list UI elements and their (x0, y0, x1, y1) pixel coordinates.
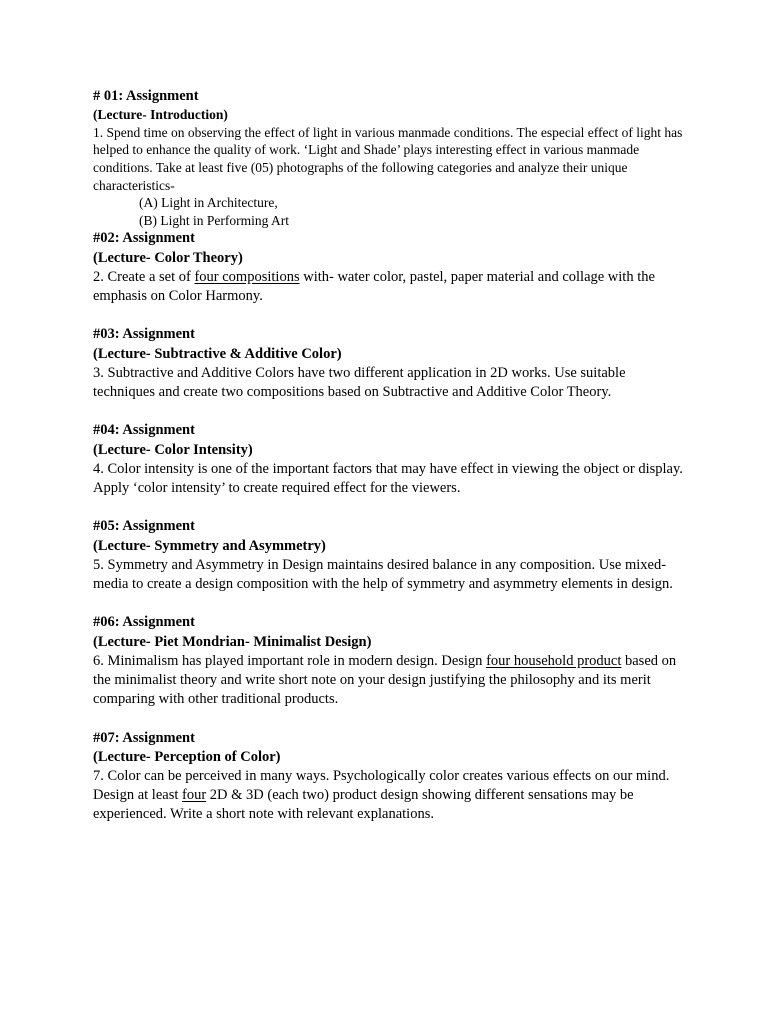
assignment-heading: #07: Assignment (93, 729, 195, 746)
assignment-text (93, 652, 683, 710)
lecture-title: (Lecture- Symmetry and Asymmetry) (93, 537, 326, 554)
text-segment: based on the minimalist theory and write short note on your design justifying the philosophy and its merit comparing with other traditional products. (93, 652, 677, 708)
assignment-text: 5. Symmetry and Asymmetry in Design maintains desired balance in any composition. Use mixed-media to create a design composition with the help of symmetry and asymmetry elements in design. (93, 556, 673, 592)
assignment-text: 4. Color intensity is one of the important factors that may have effect in viewing the object or display. Apply ‘color intensity’ to create required effect for the viewers. (93, 460, 683, 496)
list-item: (B) Light in Performing Art (139, 212, 289, 228)
assignment-heading: #03: Assignment (93, 326, 195, 343)
text-segment: 6. Minimalism has played important role in modern design. Design (93, 652, 487, 669)
underlined-text: four compositions (194, 268, 300, 285)
assignment-text (93, 767, 683, 825)
assignment-heading: # 01: Assignment (93, 88, 199, 104)
assignment-text: 1. Spend time on observing the effect of light in various manmade conditions. The especial effect of light has helped to enhance the quality of work. ‘Light and Shade’ plays interesting effect in various manmade conditions. Take at least five (05) photographs of the following categories and analyze their unique characteristics- (93, 124, 683, 193)
assignment-heading: #06: Assignment (93, 614, 195, 631)
lecture-title: (Lecture- Color Intensity) (93, 441, 253, 458)
text-segment: 7. Color can be perceived in many ways. Psychologically color creates various effects on our mind. Design at least (93, 767, 670, 804)
assignment-heading: #05: Assignment (93, 518, 195, 535)
text-segment: with- water color, pastel, paper material and collage with the emphasis on Color Harmony. (93, 268, 655, 304)
assignment-heading: #04: Assignment (93, 422, 195, 439)
assignment-text (93, 268, 683, 306)
assignment-heading: #02: Assignment (93, 230, 195, 247)
underlined-text: four household product (486, 652, 622, 669)
lecture-title: (Lecture- Color Theory) (93, 249, 243, 266)
lecture-title: (Lecture- Piet Mondrian- Minimalist Design) (93, 633, 372, 650)
text-segment: 2. Create a set of (93, 268, 195, 285)
lecture-title: (Lecture- Introduction) (93, 107, 228, 123)
assignment-list (93, 87, 683, 825)
text-segment: 2D & 3D (each two) product design showing different sensations may be experienced. Write a short note with relevant explanations. (93, 787, 634, 823)
lecture-title: (Lecture- Subtractive & Additive Color) (93, 345, 342, 362)
underlined-text: four (182, 787, 207, 804)
assignment-text: 3. Subtractive and Additive Colors have two different application in 2D works. Use suitable techniques and create two compositions based on Subtractive and Additive Color Theory. (93, 364, 626, 400)
lecture-title: (Lecture- Perception of Color) (93, 748, 281, 765)
list-item: (A) Light in Architecture, (139, 195, 278, 211)
